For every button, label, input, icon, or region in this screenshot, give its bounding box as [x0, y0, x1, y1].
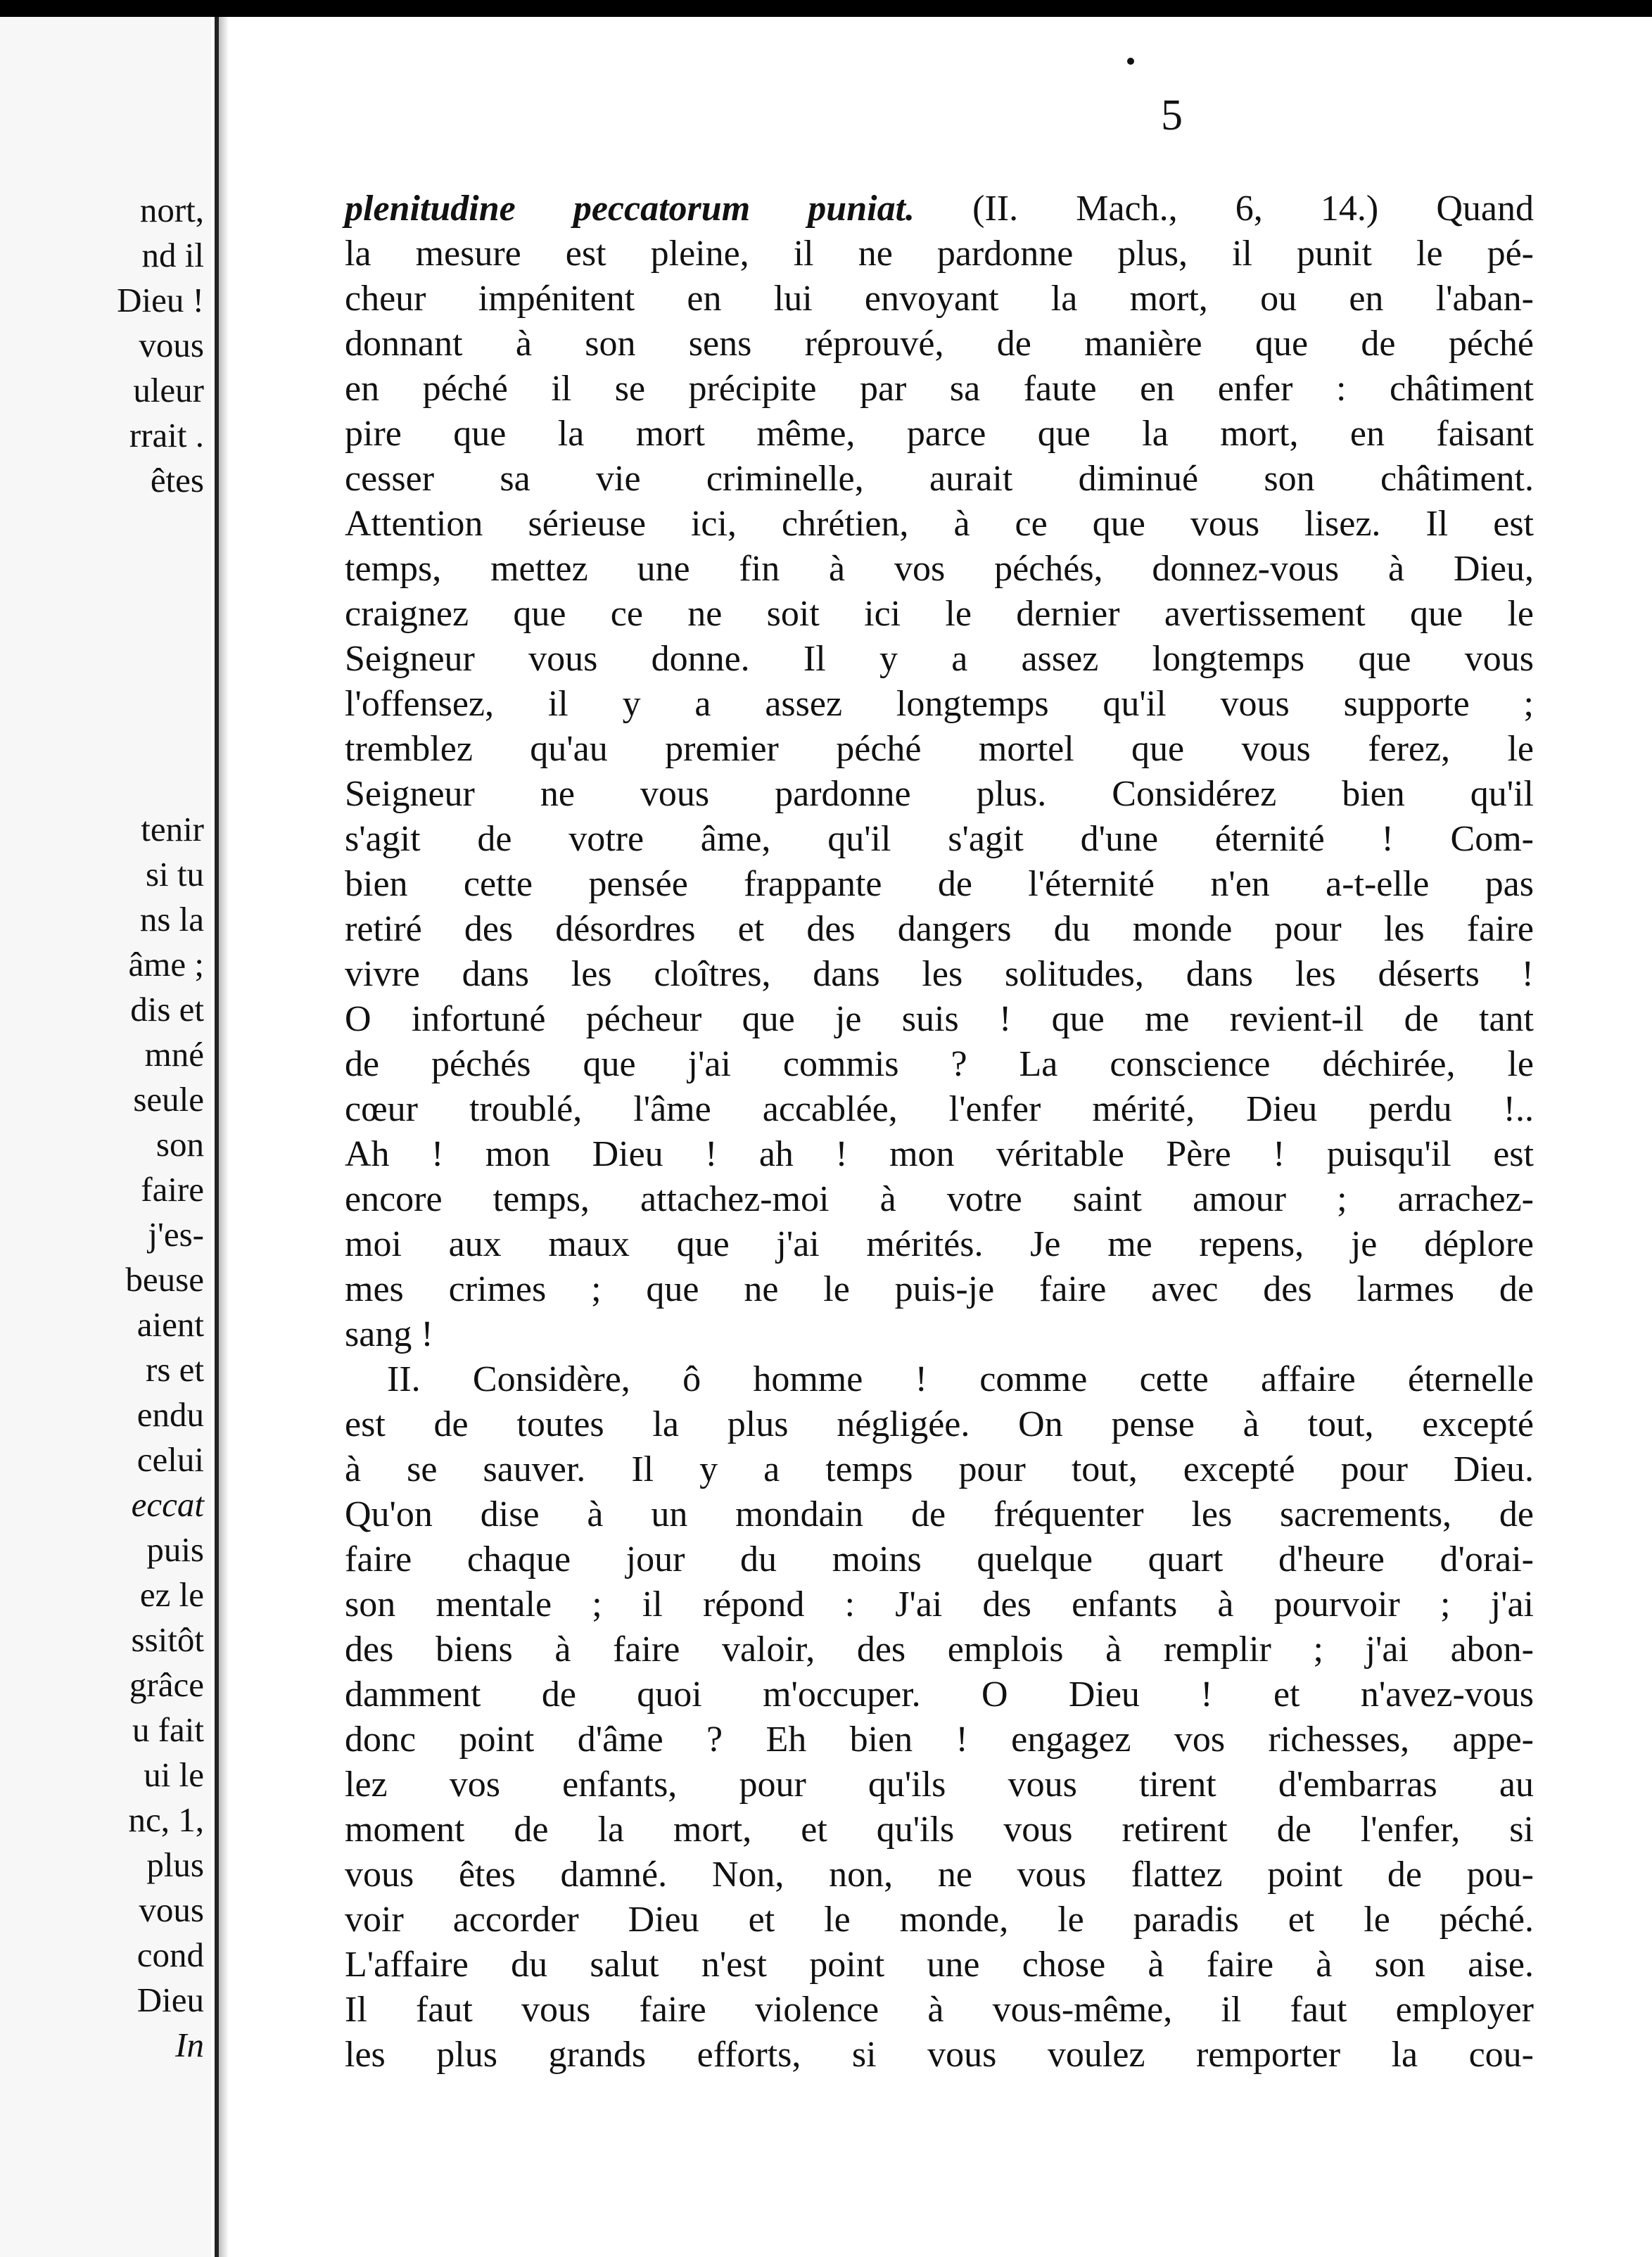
text-line: les plus grands efforts, si vous voulez remporter la cou-: [345, 2035, 1534, 2075]
left-fragment-line: ui le: [144, 1755, 204, 1794]
text-line: cesser sa vie criminelle, aurait diminué son châtiment.: [345, 459, 1534, 499]
left-page-fragment: [0, 17, 211, 2257]
left-fragment-line: mné: [144, 1035, 204, 1074]
left-fragment-line: rs et: [146, 1350, 204, 1389]
text-line: moi aux maux que j'ai mérités. Je me repens, je déplore: [345, 1224, 1534, 1264]
left-fragment-line: Dieu !: [117, 281, 204, 319]
text-line: à se sauver. Il y a temps pour tout, excepté pour Dieu.: [345, 1449, 1534, 1489]
left-fragment-line: son: [155, 1125, 204, 1164]
page-gutter-shadow: [219, 17, 229, 2257]
text-line: sang !: [345, 1314, 433, 1354]
left-fragment-line: u fait: [132, 1710, 204, 1749]
text-line: pire que la mort même, parce que la mort, en faisant: [345, 414, 1534, 454]
left-fragment-line: j'es-: [148, 1215, 204, 1254]
left-fragment-line: vous: [139, 1890, 204, 1929]
left-fragment-line: uleur: [133, 371, 204, 409]
text-line: donc point d'âme ? Eh bien ! engagez vos richesses, appe-: [345, 1719, 1534, 1760]
text-line: des biens à faire valoir, des emplois à remplir ; j'ai abon-: [345, 1629, 1534, 1670]
left-fragment-line: eccat: [131, 1485, 204, 1524]
left-fragment-line: cond: [136, 1935, 204, 1974]
left-fragment-line: beuse: [125, 1260, 204, 1299]
left-fragment-line: celui: [136, 1440, 204, 1479]
text-line: son mentale ; il répond : J'ai des enfants à pourvoir ; j'ai: [345, 1584, 1534, 1625]
text-line: en péché il se précipite par sa faute en enfer : châtiment: [345, 369, 1534, 409]
left-fragment-line: endu: [136, 1395, 204, 1434]
left-fragment-line: ssitôt: [131, 1620, 204, 1659]
citation-text: (II. Mach., 6, 14.) Quand: [915, 189, 1535, 229]
left-fragment-line: tenir: [141, 810, 204, 848]
left-fragment-line: faire: [141, 1170, 204, 1209]
text-line: moment de la mort, et qu'ils vous retirent de l'enfer, si: [345, 1810, 1534, 1850]
text-line: Attention sérieuse ici, chrétien, à ce que vous lisez. Il est: [345, 504, 1534, 544]
left-fragment-line: rrait .: [129, 416, 204, 454]
text-line: vivre dans les cloîtres, dans les solitudes, dans les déserts !: [345, 954, 1534, 994]
left-fragment-line: grâce: [129, 1665, 204, 1704]
latin-quotation: plenitudine peccatorum puniat.: [345, 189, 915, 229]
text-line: damment de quoi m'occuper. O Dieu ! et n'avez-vous: [345, 1674, 1534, 1715]
text-line: de péchés que j'ai commis ? La conscience déchirée, le: [345, 1044, 1534, 1084]
text-line: vous êtes damné. Non, non, ne vous flattez point de pou-: [345, 1855, 1534, 1895]
page-number: 5: [1161, 91, 1183, 139]
text-line: [345, 186, 1534, 231]
text-line: l'offensez, il y a assez longtemps qu'il vous supporte ;: [345, 684, 1534, 724]
text-line: tremblez qu'au premier péché mortel que vous ferez, le: [345, 729, 1534, 769]
left-fragment-line: puis: [146, 1530, 204, 1569]
text-line: Seigneur vous donne. Il y a assez longtemps que vous: [345, 639, 1534, 679]
left-fragment-line: ns la: [139, 900, 204, 939]
text-line: retiré des désordres et des dangers du monde pour les faire: [345, 909, 1534, 949]
text-line: lez vos enfants, pour qu'ils vous tirent d'embarras au: [345, 1765, 1534, 1805]
left-fragment-line: êtes: [150, 461, 204, 500]
left-fragment-line: plus: [146, 1845, 204, 1884]
text-line: mes crimes ; que ne le puis-je faire avec des larmes de: [345, 1269, 1534, 1309]
text-line: Il faut vous faire violence à vous-même, il faut employer: [345, 1990, 1534, 2030]
text-line: donnant à son sens réprouvé, de manière que de péché: [345, 324, 1534, 364]
left-fragment-line: seule: [133, 1080, 204, 1119]
text-line: L'affaire du salut n'est point une chose à faire à son aise.: [345, 1945, 1534, 1985]
left-fragment-line: vous: [139, 326, 204, 364]
ink-speck: [1127, 58, 1134, 65]
left-fragment-line: In: [175, 2026, 204, 2064]
left-fragment-line: nd il: [141, 236, 204, 274]
text-line: est de toutes la plus négligée. On pense à tout, excepté: [345, 1404, 1534, 1444]
left-fragment-line: âme ;: [128, 945, 204, 984]
text-line: cœur troublé, l'âme accablée, l'enfer mérité, Dieu perdu !..: [345, 1089, 1534, 1129]
left-fragment-line: Dieu: [136, 1981, 204, 2019]
section-heading-line: II. Considère, ô homme ! comme cette affaire éternelle: [387, 1359, 1534, 1399]
left-fragment-line: si tu: [145, 855, 204, 894]
text-line: voir accorder Dieu et le monde, le paradis et le péché.: [345, 1900, 1534, 1940]
text-line: O infortuné pécheur que je suis ! que me revient-il de tant: [345, 999, 1534, 1039]
text-line: encore temps, attachez-moi à votre saint amour ; arrachez-: [345, 1179, 1534, 1219]
text-line: temps, mettez une fin à vos péchés, donnez-vous à Dieu,: [345, 549, 1534, 589]
text-line: Seigneur ne vous pardonne plus. Considérez bien qu'il: [345, 774, 1534, 814]
left-fragment-line: ez le: [139, 1575, 204, 1614]
text-line: Ah ! mon Dieu ! ah ! mon véritable Père ! puisqu'il est: [345, 1134, 1534, 1174]
left-fragment-line: aient: [136, 1305, 204, 1344]
text-line: bien cette pensée frappante de l'éternité n'en a-t-elle pas: [345, 864, 1534, 904]
text-line: craignez que ce ne soit ici le dernier avertissement que le: [345, 594, 1534, 634]
scan-top-border: [0, 0, 1652, 17]
left-fragment-line: nc, 1,: [128, 1800, 204, 1839]
text-line: cheur impénitent en lui envoyant la mort, ou en l'aban-: [345, 279, 1534, 319]
text-line: faire chaque jour du moins quelque quart d'heure d'orai-: [345, 1539, 1534, 1579]
left-fragment-line: nort,: [139, 191, 204, 229]
text-line: la mesure est pleine, il ne pardonne plus, il punit le pé-: [345, 234, 1534, 274]
text-line: s'agit de votre âme, qu'il s'agit d'une éternité ! Com-: [345, 819, 1534, 859]
left-fragment-line: dis et: [130, 990, 204, 1029]
text-line: Qu'on dise à un mondain de fréquenter les sacrements, de: [345, 1494, 1534, 1534]
